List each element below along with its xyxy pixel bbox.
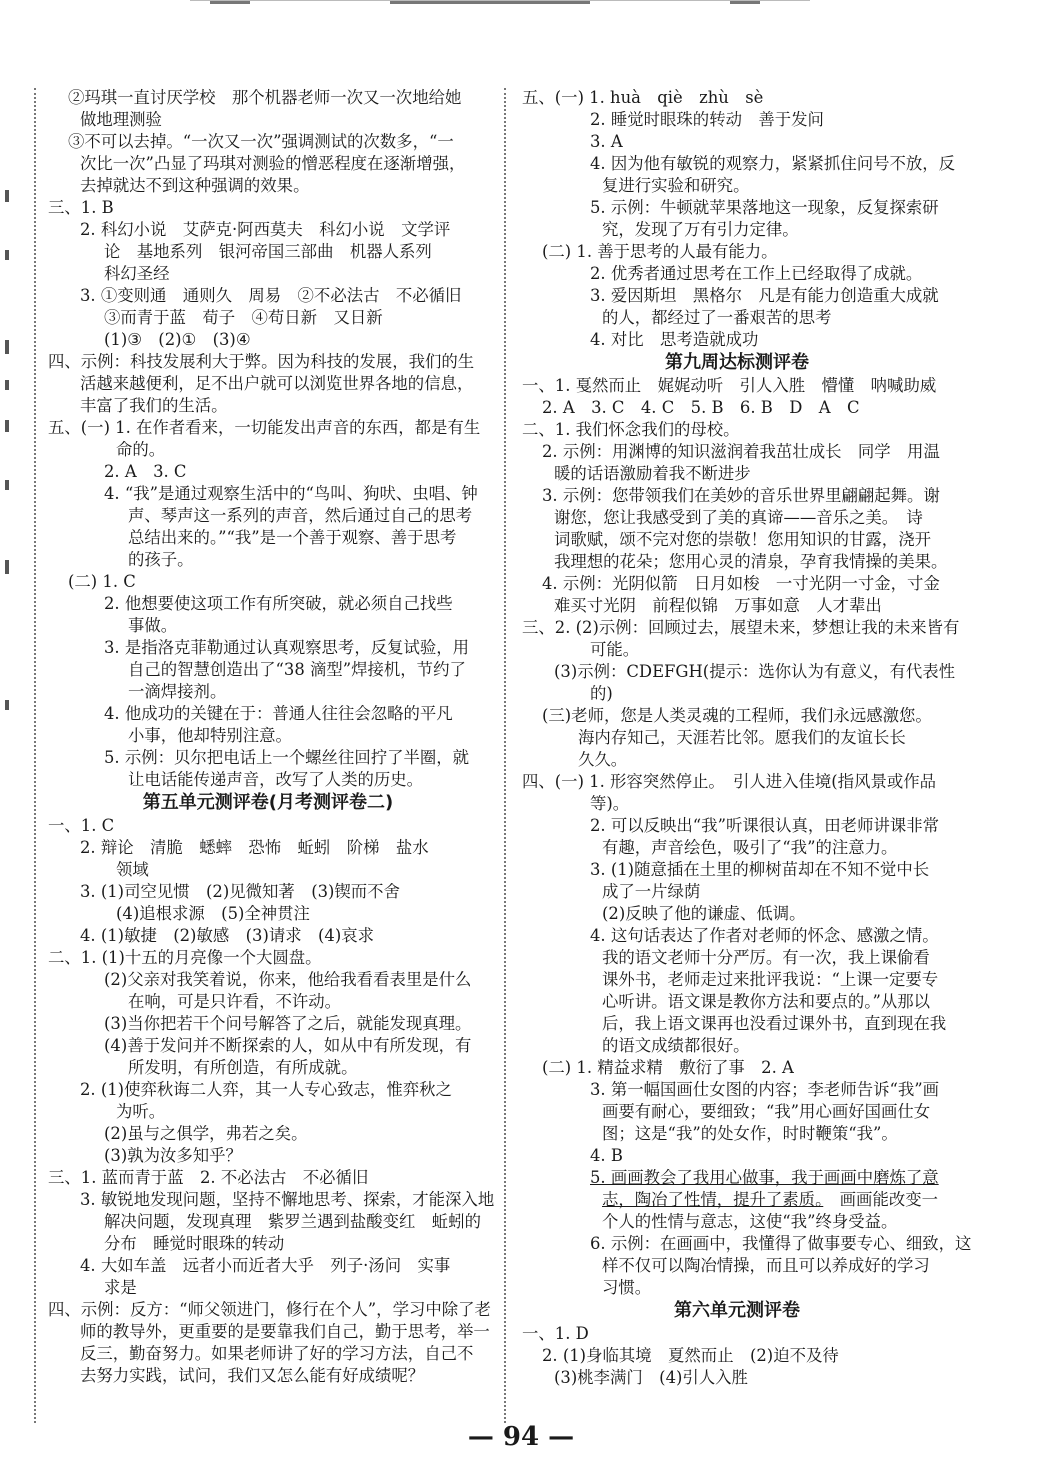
answer-line: 谢您，您让我感受到了美的真谛——音乐之美。 诗 [554,508,923,527]
answer-line [522,1189,952,1211]
answer-line [522,1167,952,1189]
answer-line: (3)示例：CDEFGH(提示：选你认为有意义，有代表性 [554,662,956,681]
answer-line: (3)当你把若干个问号解答了之后，就能发现真理。 [104,1014,472,1033]
section-heading-4: 四、(一) 1. 形容突然停止。 引人进入佳境(指风景或作品 [522,772,937,791]
section-heading-2: 二、1. (1)十五的月亮像一个大圆盘。 [48,948,322,967]
answer-line: 个人的性情与意志，这使“我”终身受益。 [602,1212,898,1231]
answer-line: 一滴焊接剂。 [128,682,227,701]
top-edge-mark [390,1,590,4]
top-edge-mark [210,1,250,4]
answer-line: 3. 敏锐地发现问题，坚持不懈地思考、探索，才能深入地 [80,1190,495,1209]
answer-line: 6. 示例：在画画中，我懂得了做事要专心、细致，这 [590,1234,972,1253]
answer-text: 画画能改变一 [823,1190,939,1209]
left-column [48,87,495,1387]
answer-line: 久久。 [578,750,628,769]
answer-line: 所发明，有所创造，有所成就。 [128,1058,358,1077]
answer-line: 4. 大如车盖 远者小而近者大乎 列子·汤问 实事 [80,1256,451,1275]
answer-line: 4. 对比 思考造就成功 [590,330,759,349]
section-heading-3: 三、1. B [48,198,114,217]
answer-line: 3. 爱因斯坦 黑格尔 凡是有能力创造重大成就 [590,286,939,305]
answer-line: 4. “我”是通过观察生活中的“鸟叫、狗吠、虫唱、钟 [104,484,478,503]
answer-line: 5. 示例：牛顿就苹果落地这一现象，反复探索研 [590,198,939,217]
answer-line: (二) 1. 善于思考的人最有能力。 [542,242,778,261]
answer-line: 样不仅可以陶冶情操，而且可以养成好的学习 [602,1256,930,1275]
test-title-unit5: 第五单元测评卷(月考测评卷二) [142,792,394,813]
answer-line: 自己的智慧创造出了“38 滴型”焊接机，节约了 [128,660,466,679]
answer-line: 2. 睡觉时眼珠的转动 善于发问 [590,110,824,129]
section-heading-3: 三、1. 蓝而青于蓝 2. 不必法古 不必循旧 [48,1168,369,1187]
answer-line: 图；这是“我”的处女作，时时鞭策“我”。 [602,1124,898,1143]
answer-line: 声、琴声这一系列的声音，然后通过自己的思考 [128,506,473,525]
answer-line: (3)桃李满门 (4)引人入胜 [554,1368,748,1387]
top-edge-rule [190,0,810,4]
answer-line: 事做。 [128,616,178,635]
section-heading-3: 三、2. (2)示例：回顾过去，展望未来，梦想让我的未来皆有 [522,618,960,637]
answer-line: 求是 [104,1278,137,1297]
answer-line: (2)父亲对我笑着说，你来，他给我看看表里是什么 [104,970,472,989]
page-number: — 94 — [467,1422,575,1452]
answer-line: 4. (1)敏捷 (2)敏感 (3)请求 (4)哀求 [80,926,375,945]
answer-line: 词歌赋，颂不完对您的崇敬！您用知识的甘露，浇开 [554,530,931,549]
answer-line: (3)孰为汝多知乎？ [104,1146,242,1165]
answer-line: 心听讲。语文课是教你方法和要点的。”从那以 [602,992,930,1011]
answer-line: 3. 示例：您带领我们在美妙的音乐世界里翩翩起舞。谢 [542,486,940,505]
answer-line: 的孩子。 [128,550,194,569]
binding-margin [0,0,18,1468]
answer-line: (4)善于发问并不断探索的人，如从中有所发现，有 [104,1036,472,1055]
answer-line: 画要有耐心，要细致；“我”用心画好国画仕女 [602,1102,931,1121]
answer-line: ③不可以去掉。“一次又一次”强调测试的次数多，“一 [68,132,454,151]
center-dotted-divider [504,88,506,1423]
answer-line: (4)追根求源 (5)全神贯注 [116,904,310,923]
answer-line: 究，发现了万有引力定律。 [602,220,799,239]
test-title-unit6: 第六单元测评卷 [674,1300,800,1321]
answer-line: 2. 优秀者通过思考在工作上已经取得了成就。 [590,264,923,283]
answer-line: 4. B [590,1146,623,1165]
answer-line: 暖的话语激励着我不断进步 [554,464,751,483]
answer-line: 2. 科幻小说 艾萨克·阿西莫夫 科幻小说 文学评 [80,220,451,239]
section-heading-4: 四、示例：反方：“师父领进门，修行在个人”，学习中除了老 [48,1300,491,1319]
right-column [522,87,972,1389]
answer-line: (2)反映了他的谦虚、低调。 [602,904,806,923]
answer-line: 海内存知己，天涯若比邻。愿我们的友谊长长 [578,728,906,747]
answer-line: (1)③ (2)① (3)④ [104,330,251,349]
answer-line: 的语文成绩都很好。 [602,1036,750,1055]
answer-line: 成了一片绿荫 [602,882,701,901]
top-edge-mark [730,1,760,4]
answer-line: 2. A 3. C 4. C 5. B 6. B D A C [542,398,860,417]
answer-line: 2. (1)使弈秋诲二人弈，其一人专心致志，惟弈秋之 [80,1080,452,1099]
answer-line: 反三，勤奋努力。如果老师讲了好的学习方法，自己不 [80,1344,474,1363]
answer-line: 命的。 [116,440,166,459]
answer-line: 4. 因为他有敏锐的观察力，紧紧抓住问号不放，反 [590,154,956,173]
underlined-text: 志，陶冶了性情，提升了素质。 [602,1190,824,1209]
answer-line: (2)虽与之俱学，弗若之矣。 [104,1124,308,1143]
answer-line: 的人，都经过了一番艰苦的思考 [602,308,832,327]
answer-line: (二) 1. C [68,572,136,591]
section-heading-5: 五、(一) 1. 在作者看来，一切能发出声音的东西，都是有生 [48,418,481,437]
section-heading-1: 一、1. C [48,816,115,835]
answer-line: 师的教导外，更重要的是要靠我们自己，勤于思考，举一 [80,1322,490,1341]
answer-line: 3. (1)随意插在土里的柳树苗却在不知不觉中长 [590,860,930,879]
underlined-text: 5. 画画教会了我用心做事，我于画画中磨炼了意 [590,1168,939,1187]
answer-line: 3. A [590,132,623,151]
answer-line: 我的语文老师十分严厉。有一次，我上课偷看 [602,948,930,967]
answer-line: 论 基地系列 银河帝国三部曲 机器人系列 [104,242,432,261]
answer-line: 4. 他成功的关键在于：普通人往往会忽略的平凡 [104,704,453,723]
answer-line: 3. ①变则通 通则久 周易 ②不必法古 不必循旧 [80,286,462,305]
section-heading-1: 一、1. 戛然而止 娓娓动听 引人入胜 懵懂 呐喊助威 [522,376,937,395]
answer-line: 活越来越便利，足不出户就可以浏览世界各地的信息， [80,374,474,393]
answer-line: 去掉就达不到这种强调的效果。 [80,176,310,195]
answer-line: 为听。 [116,1102,166,1121]
answer-line: 复进行实验和研究。 [602,176,750,195]
answer-line: 等)。 [590,794,630,813]
section-heading-2: 二、1. 我们怀念我们的母校。 [522,420,740,439]
answer-line: 3. 第一幅国画仕女图的内容；李老师告诉“我”画 [590,1080,940,1099]
answer-line: 去努力实践，试问，我们又怎么能有好成绩呢？ [80,1366,425,1385]
answer-line: 2. 示例：用渊博的知识滋润着我茁壮成长 同学 用温 [542,442,940,461]
answer-line: 让电话能传递声音，改写了人类的历史。 [128,770,424,789]
answer-line: 5. 示例：贝尔把电话上一个螺丝往回拧了半圈，就 [104,748,470,767]
section-heading-4: 四、示例：科技发展利大于弊。因为科技的发展，我们的生 [48,352,475,371]
answer-line: 科幻圣经 [104,264,170,283]
answer-line: ②玛琪一直讨厌学校 那个机器老师一次又一次地给她 [68,88,462,107]
section-heading-1: 一、1. D [522,1324,589,1343]
left-dotted-border [34,88,36,1423]
answer-line: 2. 可以反映出“我”听课很认真，田老师讲课非常 [590,816,940,835]
answer-line: 2. (1)身临其境 夏然而止 (2)迫不及待 [542,1346,839,1365]
answer-line: 做地理测验 [80,110,162,129]
answer-line: 分布 睡觉时眼珠的转动 [104,1234,285,1253]
answer-line: 领域 [116,860,149,879]
answer-line: 4. 示例：光阴似箭 日月如梭 一寸光阴一寸金，寸金 [542,574,940,593]
answer-line: 有趣，声音绘色，吸引了“我”的注意力。 [602,838,898,857]
answer-line: 难买寸光阴 前程似锦 万事如意 人才辈出 [554,596,882,615]
answer-line: 小事，他却特别注意。 [128,726,292,745]
answer-line: 次比一次”凸显了玛琪对测验的憎恶程度在逐渐增强， [80,154,466,173]
test-title-week9: 第九周达标测评卷 [665,352,809,373]
answer-line: 3. 是指洛克菲勒通过认真观察思考，反复试验，用 [104,638,470,657]
answer-line: (二) 1. 精益求精 敷衍了事 2. A [542,1058,794,1077]
answer-line: 解决问题，发现真理 紫罗兰遇到盐酸变红 蚯蚓的 [104,1212,481,1231]
section-heading-5: 五、(一) 1. huà qiè zhù sè [522,88,764,107]
answer-line: 2. 他想要使这项工作有所突破，就必须自己找些 [104,594,453,613]
answer-line: 课外书，老师走过来批评我说：“上课一定要专 [602,970,939,989]
answer-line: 我理想的花朵；您用心灵的清泉，孕育我情操的美果。 [554,552,948,571]
answer-line: 丰富了我们的生活。 [80,396,228,415]
answer-line: 后，我上语文课再也没看过课外书，直到现在我 [602,1014,947,1033]
answer-line: 3. (1)司空见惯 (2)见微知著 (3)锲而不舍 [80,882,400,901]
answer-line: 4. 这句话表达了作者对老师的怀念、感激之情。 [590,926,939,945]
answer-line: 2. 辩论 清脆 蟋蟀 恐怖 蚯蚓 阶梯 盐水 [80,838,429,857]
answer-line: 习惯。 [602,1278,652,1297]
answer-line: 的) [590,684,613,703]
answer-line: ③而青于蓝 荀子 ④苟日新 又日新 [104,308,383,327]
answer-line: 总结出来的。”“我”是一个善于观察、善于思考 [128,528,457,547]
answer-line: (三)老师，您是人类灵魂的工程师，我们永远感激您。 [542,706,932,725]
answer-line: 可能。 [590,640,640,659]
answer-line: 在响，可是只许看，不许动。 [128,992,342,1011]
answer-line: 2. A 3. C [104,462,187,481]
